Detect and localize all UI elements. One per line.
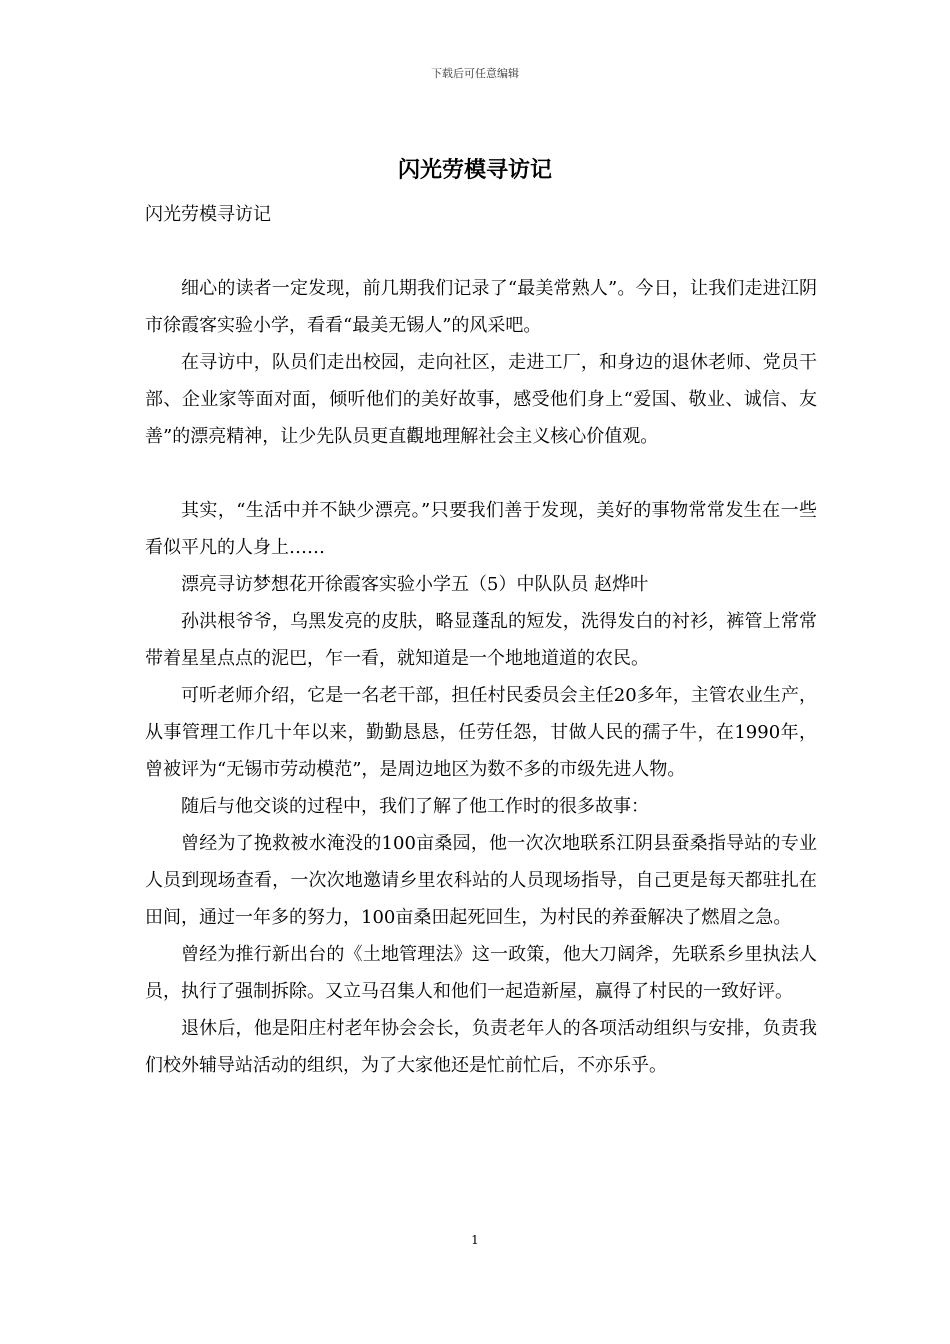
- blank-line: [145, 455, 817, 492]
- byline-paragraph: 漂亮寻访梦想花开徐霞客实验小学五（5）中队队员 赵烨叶: [181, 574, 649, 595]
- conversation-paragraph: 随后与他交谈的过程中，我们了解了他工作时的很多故事：: [181, 796, 649, 817]
- description-paragraph: 孙洪根爷爷，乌黑发亮的皮肤，略显蓬乱的短发，洗得发白的衬衫，裤管上常常带着星星点点的泥巴，乍一看，就知道是一个地地道道的农民。: [145, 611, 817, 669]
- mulberry-story-paragraph: 曾经为了挽救被水淹没的100亩桑园，他一次次地联系江阴县蚕桑指导站的专业人员到现场查看，一次次地邀请乡里农科站的人员现场指导，自己更是每天都驻扎在田间，通过一年多的努力，100亩桑田起死回生，为村民的养蚕解决了燃眉之急。: [145, 833, 817, 928]
- header-note: 下载后可任意编辑: [431, 67, 519, 80]
- document-body: [145, 196, 817, 1084]
- visit-paragraph: 在寻访中，队员们走出校园，走向社区，走进工厂，和身边的退休老师、党员干部、企业家等面对面，倾听他们的美好故事，感受他们身上“爱国、敬业、诚信、友善”的漂亮精神，让少先队员更直觀地理解社会主义核心价值观。: [145, 352, 817, 447]
- intro-paragraph: 细心的读者一定发现，前几期我们记录了“最美常熟人”。今日，让我们走进江阴市徐霞客实验小学，看看“最美无锡人”的风采吧。: [145, 278, 817, 336]
- discovery-paragraph: 其实，“生活中并不缺少漂亮。”只要我们善于发现，美好的事物常常发生在一些看似平凡的人身上……: [145, 500, 817, 558]
- subtitle-paragraph: 闪光劳模寻访记: [145, 204, 271, 225]
- background-paragraph: 可听老师介绍，它是一名老干部，担任村民委员会主任20多年，主管农业生产，从事管理工作几十年以来，勤勤恳恳，任劳任怨，甘做人民的孺子牛，在1990年，曾被评为“无锡市劳动模范”，是周边地区为数不多的市级先进人物。: [145, 685, 817, 780]
- retirement-paragraph: 退休后，他是阳庄村老年协会会长，负责老年人的各项活动组织与安排，负责我们校外辅导站活动的组织，为了大家他还是忙前忙后，不亦乐乎。: [145, 1018, 817, 1076]
- blank-line: [145, 233, 817, 270]
- page-number: 1: [471, 1233, 479, 1247]
- land-law-story-paragraph: 曾经为推行新出台的《土地管理法》这一政策，他大刀阔斧，先联系乡里执法人员，执行了强制拆除。又立马召集人和他们一起造新屋，赢得了村民的一致好评。: [145, 944, 817, 1002]
- document-title: 闪光劳模寻访记: [397, 157, 552, 183]
